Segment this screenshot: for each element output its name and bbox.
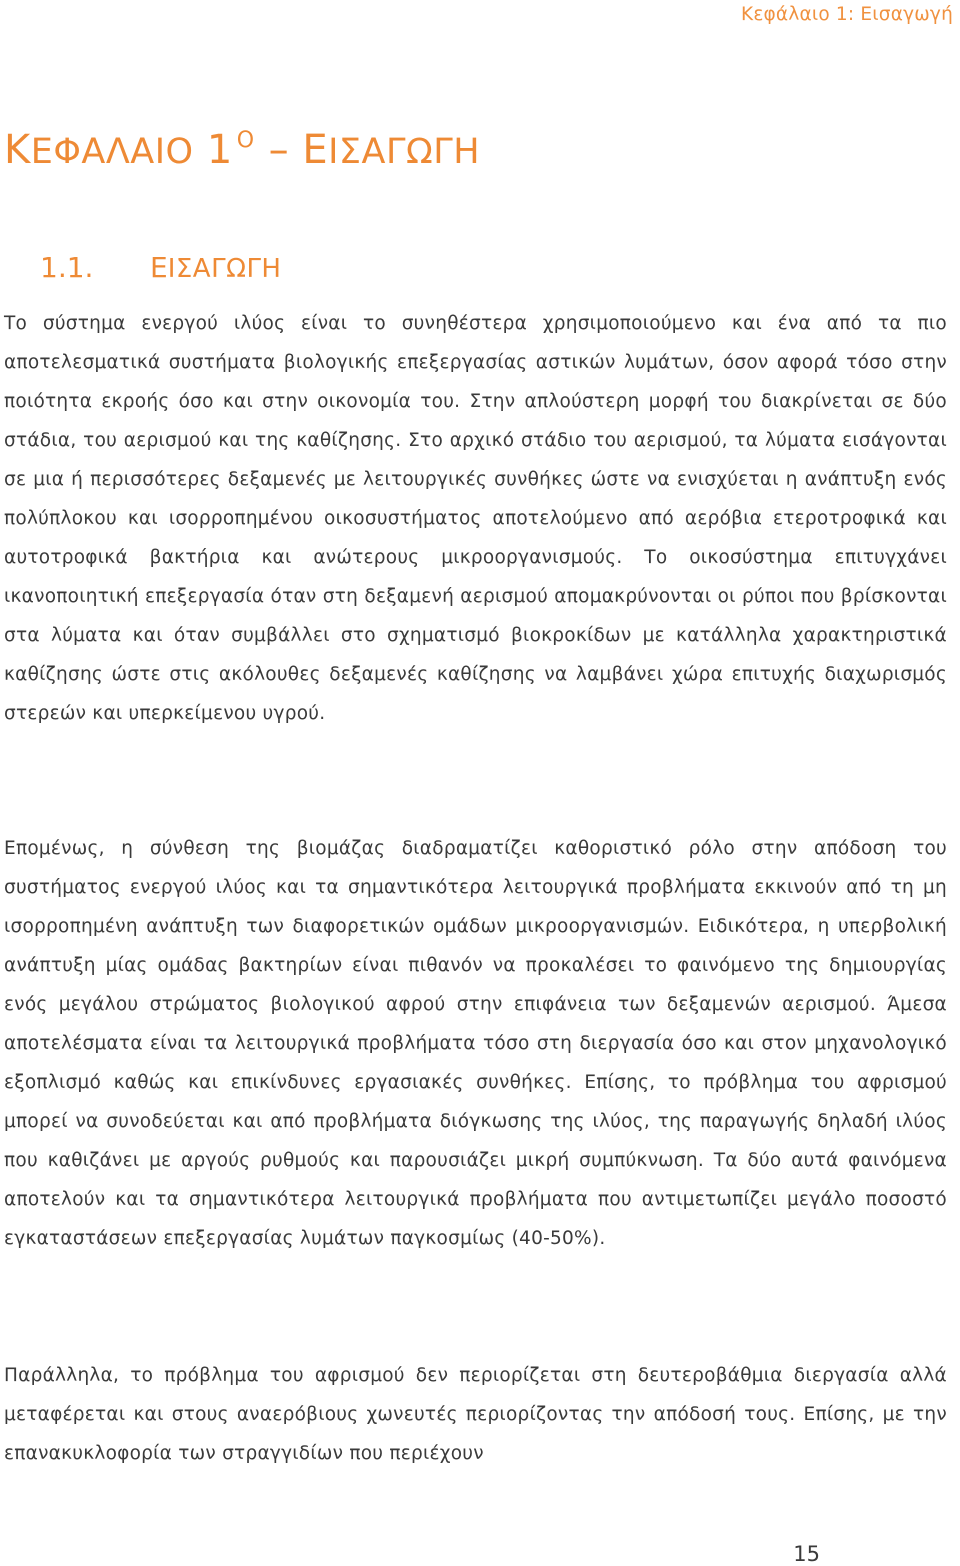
chapter-word-rest: ΕΦΑΛΑΙΟ	[30, 132, 194, 172]
section-title-initial: Ε	[150, 251, 168, 284]
running-header: Κεφάλαιο 1: Εισαγωγή	[741, 4, 953, 25]
chapter-title-initial: Ε	[302, 127, 329, 173]
chapter-superscript: Ο	[236, 128, 255, 153]
chapter-dash: –	[268, 127, 290, 173]
chapter-word-initial: Κ	[4, 127, 31, 173]
body-paragraph-1: Το σύστημα ενεργού ιλύος είναι το συνηθέστερα χρησιμοποιούμενο και ένα από τα πιο αποτελεσματικά συστήματα βιολογικής επεξεργασίας αστικών λυμάτων, όσον αφορά τόσο στην ποιότητα εκροής όσο και στην οικονομία του. Στην απλούστερη μορφή του διακρίνεται σε δύο στάδια, του αερισμού και της καθίζησης. Στο αρχικό στάδιο του αερισμού, τα λύματα εισάγονται σε μια ή περισσότερες δεξαμενές με λειτουργικές συνθήκες ώστε να ενισχύεται η ανάπτυξη ενός πολύπλοκου και ισορροπημένου οικοσυστήματος αποτελούμενο από αερόβια ετεροτροφικά και αυτοτροφικά βακτήρια και ανώτερους μικροοργανισμούς. Το οικοσύστημα επιτυγχάνει ικανοποιητική επεξεργασία όταν στη δεξαμενή αερισμού απομακρύνονται οι ρύποι που βρίσκονται στα λύματα και όταν συμβάλλει στο σχηματισμό βιοκροκίδων με κατάλληλα χαρακτηριστικά καθίζησης ώστε στις ακόλουθες δεξαμενές καθίζησης να λαμβάνει χώρα επιτυχής διαχωρισμός στερεών και υπερκείμενου υγρού.	[4, 313, 947, 724]
page-number: 15	[793, 1542, 820, 1566]
body-paragraph-3: Παράλληλα, το πρόβλημα του αφρισμού δεν περιορίζεται στη δευτεροβάθμια διεργασία αλλά μεταφέρεται και στους αναερόβιους χωνευτές περιορίζοντας την απόδοσή τους. Επίσης, με την επανακυκλοφορία των στραγγιδίων που περιέχουν	[4, 1365, 947, 1464]
chapter-title-rest: ΙΣΑΓΩΓΗ	[328, 132, 481, 172]
chapter-number: 1	[206, 127, 233, 173]
chapter-title	[4, 127, 481, 173]
section-number: 1.1.	[40, 251, 94, 284]
section-title-rest: ΙΣΑΓΩΓΗ	[167, 254, 282, 284]
body-paragraph-2: Επομένως, η σύνθεση της βιομάζας διαδραματίζει καθοριστικό ρόλο στην απόδοση του συστήματος ενεργού ιλύος και τα σημαντικότερα λειτουργικά προβλήματα εκκινούν από τη μη ισορροπημένη ανάπτυξη των διαφορετικών ομάδων μικροοργανισμών. Ειδικότερα, η υπερβολική ανάπτυξη μίας ομάδας βακτηρίων είναι πιθανόν να προκαλέσει το φαινόμενο της δημιουργίας ενός μεγάλου στρώματος βιολογικού αφρού στην επιφάνεια των δεξαμενών αερισμού. Άμεσα αποτελέσματα είναι τα λειτουργικά προβλήματα τόσο στη διεργασία όσο και στον μηχανολογικό εξοπλισμό καθώς και επικίνδυνες εργασιακές συνθήκες. Επίσης, το πρόβλημα του αφρισμού μπορεί να συνοδεύεται και από προβλήματα διόγκωσης της ιλύος, της παραγωγής δηλαδή ιλύος που καθιζάνει με αργούς ρυθμούς και παρουσιάζει μικρή συμπύκνωση. Τα δύο αυτά φαινόμενα αποτελούν και τα σημαντικότερα λειτουργικά προβλήματα που αντιμετωπίζει μεγάλο ποσοστό εγκαταστάσεων επεξεργασίας λυμάτων παγκοσμίως (40-50%).	[4, 838, 947, 1249]
section-heading	[40, 251, 282, 284]
